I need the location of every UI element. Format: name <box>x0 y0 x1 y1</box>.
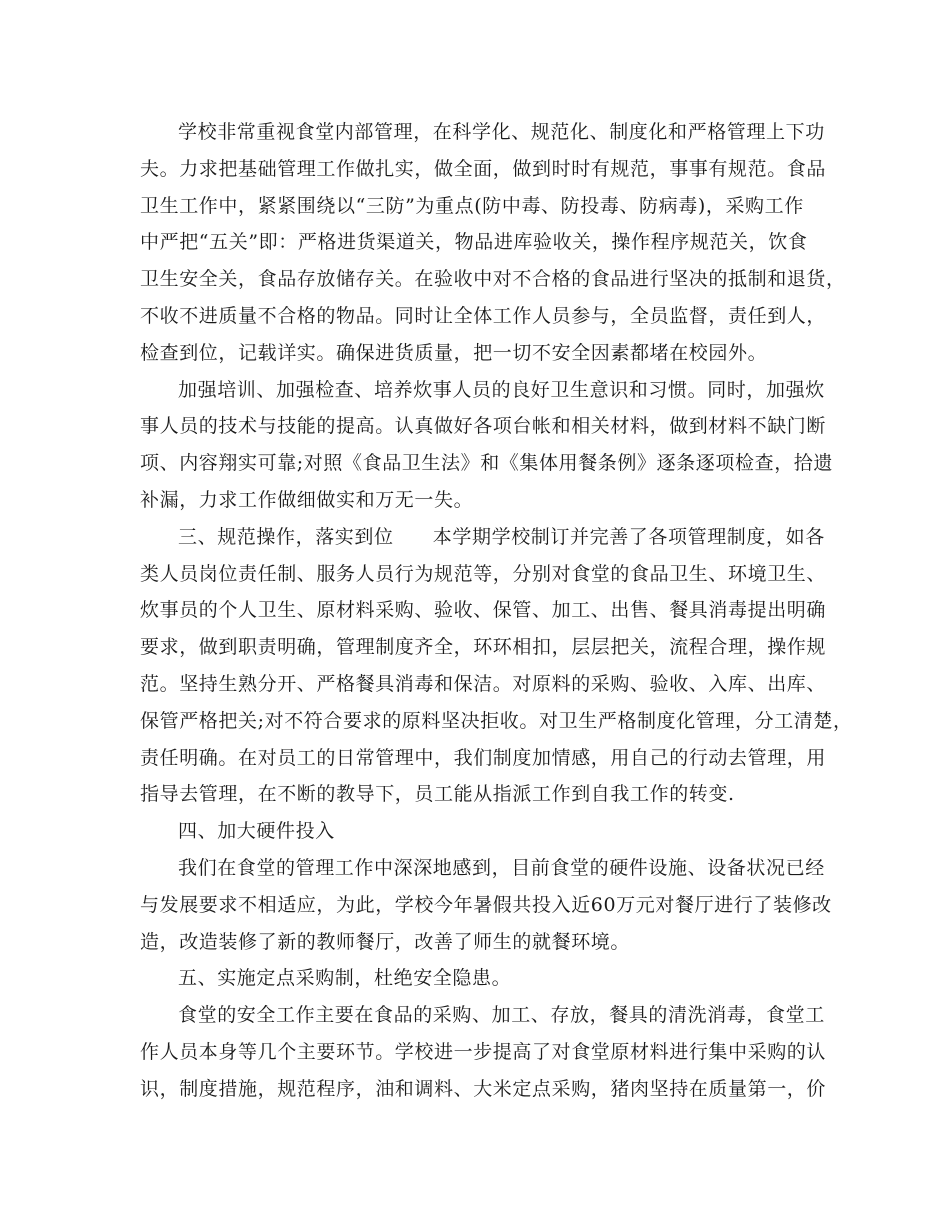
text-line-18: 责任明确。在对员工的日常管理中，我们制度加情感，用自己的行动去管理，用 <box>140 746 827 769</box>
text-line-26: 作人员本身等几个主要环节。学校进一步提高了对食堂原材料进行集中采购的认 <box>140 1040 827 1063</box>
text-line-13: 类人员岗位责任制、服务人员行为规范等，分别对食堂的食品卫生、环境卫生、 <box>140 562 827 585</box>
text-line-27: 识，制度措施，规范程序，油和调料、大米定点采购，猪肉坚持在质量第一，价 <box>140 1077 827 1100</box>
text-line-5: 卫生安全关，食品存放储存关。在验收中对不合格的食品进行坚决的抵制和退货， <box>140 268 846 291</box>
text-line-21: 我们在食堂的管理工作中深深地感到，目前食堂的硬件设施、设备状况已经 <box>178 856 825 879</box>
text-line-2: 夫。力求把基础管理工作做扎实，做全面，做到时时有规范，事事有规范。食品 <box>140 157 827 180</box>
text-line-22: 与发展要求不相适应，为此，学校今年暑假共投入近60万元对餐厅进行了装修改 <box>140 893 832 916</box>
section-heading-5: 五、实施定点采购制，杜绝安全隐患。 <box>178 967 512 990</box>
text-line-9: 事人员的技术与技能的提高。认真做好各项台帐和相关材料，做到材料不缺门断 <box>140 415 827 438</box>
text-line-25: 食堂的安全工作主要在食品的采购、加工、存放，餐具的清洗消毒，食堂工 <box>178 1004 825 1027</box>
text-line-14: 炊事员的个人卫生、原材料采购、验收、保管、加工、出售、餐具消毒提出明确 <box>140 599 827 622</box>
text-line-15: 要求，做到职责明确，管理制度齐全，环环相扣，层层把关，流程合理，操作规 <box>140 636 827 659</box>
text-line-6: 不收不进质量不合格的物品。同时让全体工作人员参与，全员监督，责任到人， <box>140 304 827 327</box>
text-line-8: 加强培训、加强检查、培养炊事人员的良好卫生意识和习惯。同时，加强炊 <box>178 378 825 401</box>
document-body <box>140 114 853 1108</box>
text-line-17: 保管严格把关;对不符合要求的原料坚决拒收。对卫生严格制度化管理，分工清楚， <box>140 709 853 732</box>
text-line-4: 中严把“五关”即：严格进货渠道关，物品进库验收关，操作程序规范关，饮食 <box>140 231 808 254</box>
text-line-1: 学校非常重视食堂内部管理，在科学化、规范化、制度化和严格管理上下功 <box>178 121 825 143</box>
text-line-10: 项、内容翔实可靠;对照《食品卫生法》和《集体用餐条例》逐条逐项检查，拾遗 <box>140 452 834 475</box>
text-line-11: 补漏，力求工作做细做实和万无一失。 <box>140 488 474 511</box>
text-line-3: 卫生工作中，紧紧围绕以“三防”为重点(防中毒、防投毒、防病毒)，采购工作 <box>140 194 804 217</box>
text-line-16: 范。坚持生熟分开、严格餐具消毒和保洁。对原料的采购、验收、入库、出库、 <box>140 672 827 695</box>
text-line-19: 指导去管理，在不断的教导下，员工能从指派工作到自我工作的转变. <box>140 783 735 806</box>
text-line-12: 三、规范操作，落实到位 本学期学校制订并完善了各项管理制度，如各 <box>178 525 825 548</box>
section-heading-4: 四、加大硬件投入 <box>178 820 335 843</box>
text-line-7: 检查到位，记载详实。确保进货质量，把一切不安全因素都堵在校园外。 <box>140 341 768 364</box>
text-line-23: 造，改造装修了新的教师餐厅，改善了师生的就餐环境。 <box>140 930 631 953</box>
